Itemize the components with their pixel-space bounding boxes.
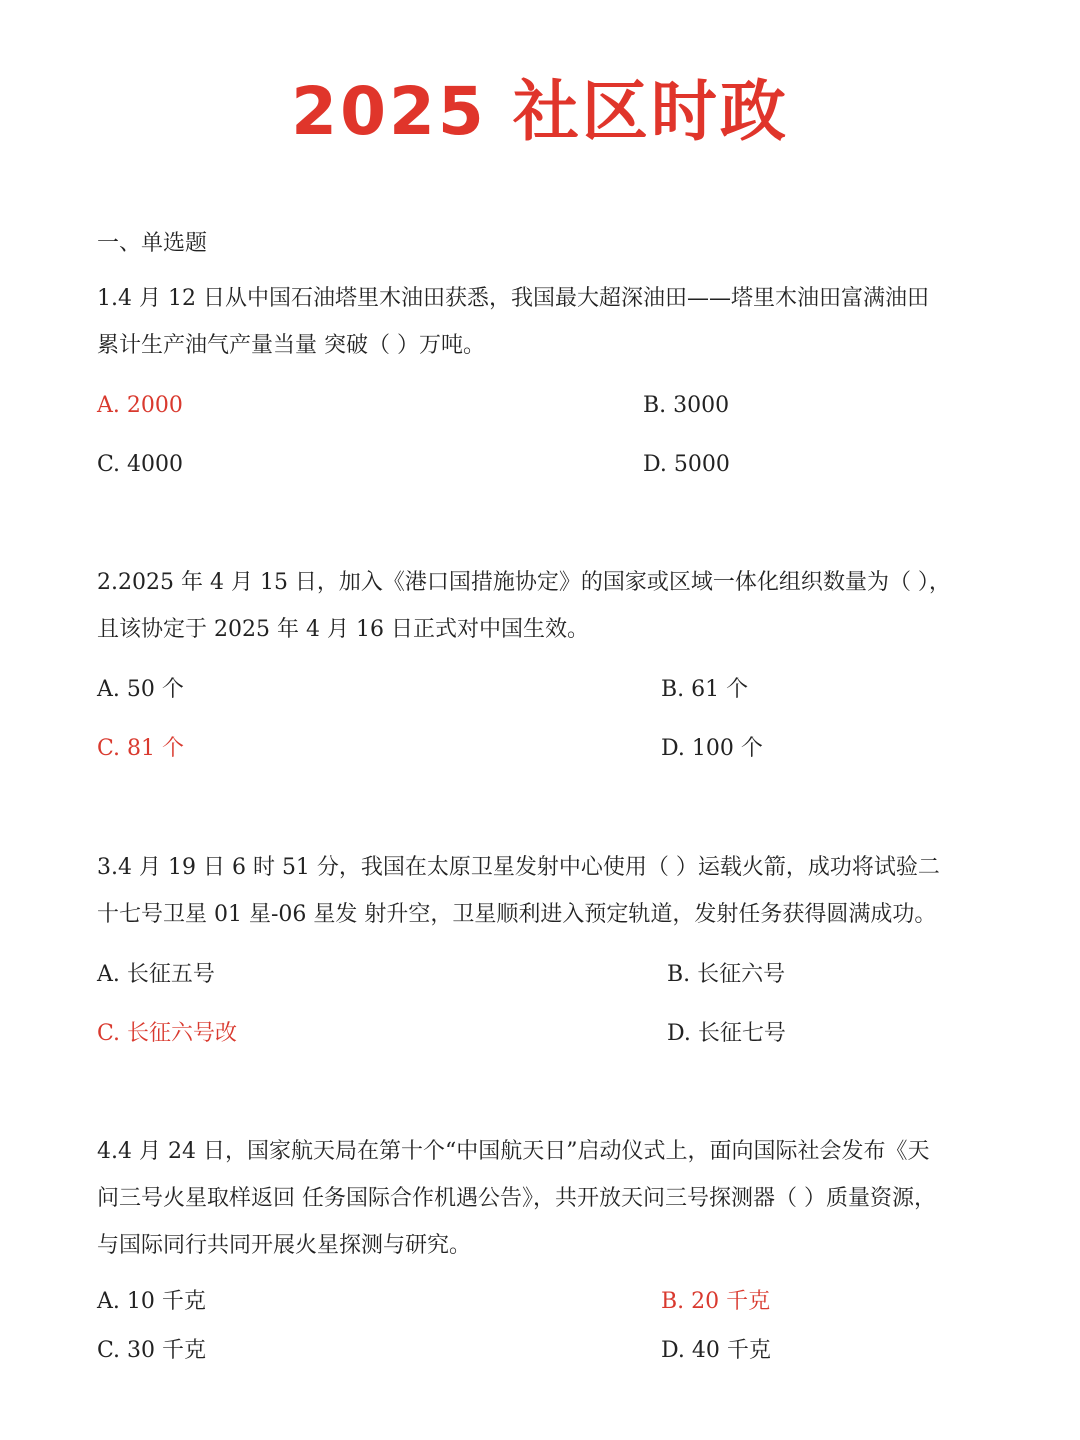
q4-option-d: D. 40 千克 [661, 1338, 771, 1363]
section-heading: 一、单选题 [97, 231, 208, 256]
question-4 [97, 1128, 1012, 1269]
question-4-line-2: 问三号火星取样返回 任务国际合作机遇公告》，共开放天问三号探测器（ ）质量资源， [97, 1186, 936, 1211]
q2-option-a: A. 50 个 [97, 677, 184, 702]
question-1-line-2: 累计生产油气产量当量 突破（ ）万吨。 [97, 333, 485, 358]
question-1-line-1: 1.4 月 12 日从中国石油塔里木油田获悉，我国最大超深油田——塔里木油田富满油田 [97, 286, 929, 311]
page-title: 2025 社区时政 [291, 73, 789, 150]
q1-option-a: A. 2000 [97, 393, 183, 418]
question-4-line-3: 与国际同行共同开展火星探测与研究。 [97, 1233, 472, 1258]
q1-option-c: C. 4000 [97, 452, 184, 477]
question-2-line-2: 且该协定于 2025 年 4 月 16 日正式对中国生效。 [97, 617, 589, 642]
question-3-line-1: 3.4 月 19 日 6 时 51 分，我国在太原卫星发射中心使用（ ）运载火箭，成功将试验二 [97, 855, 940, 880]
q3-option-a: A. 长征五号 [97, 962, 215, 987]
question-4-line-1: 4.4 月 24 日，国家航天局在第十个“中国航天日”启动仪式上，面向国际社会发布《天 [97, 1139, 930, 1164]
question-1 [97, 275, 1012, 369]
q4-option-b: B. 20 千克 [661, 1289, 771, 1314]
q3-option-c: C. 长征六号改 [97, 1021, 238, 1046]
q1-option-d: D. 5000 [643, 452, 730, 477]
question-2 [97, 559, 1012, 653]
q2-option-d: D. 100 个 [661, 736, 763, 761]
q2-option-c: C. 81 个 [97, 736, 185, 761]
q2-option-b: B. 61 个 [661, 677, 749, 702]
question-2-line-1: 2.2025 年 4 月 15 日，加入《港口国措施协定》的国家或区域一体化组织数量为（ ）， [97, 570, 951, 595]
q3-option-d: D. 长征七号 [667, 1021, 786, 1046]
question-3-line-2: 十七号卫星 01 星-06 星发 射升空，卫星顺利进入预定轨道，发射任务获得圆满成功。 [97, 902, 937, 927]
q4-option-c: C. 30 千克 [97, 1338, 207, 1363]
q3-option-b: B. 长征六号 [667, 962, 786, 987]
q1-option-b: B. 3000 [643, 393, 730, 418]
question-3 [97, 844, 1012, 938]
q4-option-a: A. 10 千克 [97, 1289, 206, 1314]
